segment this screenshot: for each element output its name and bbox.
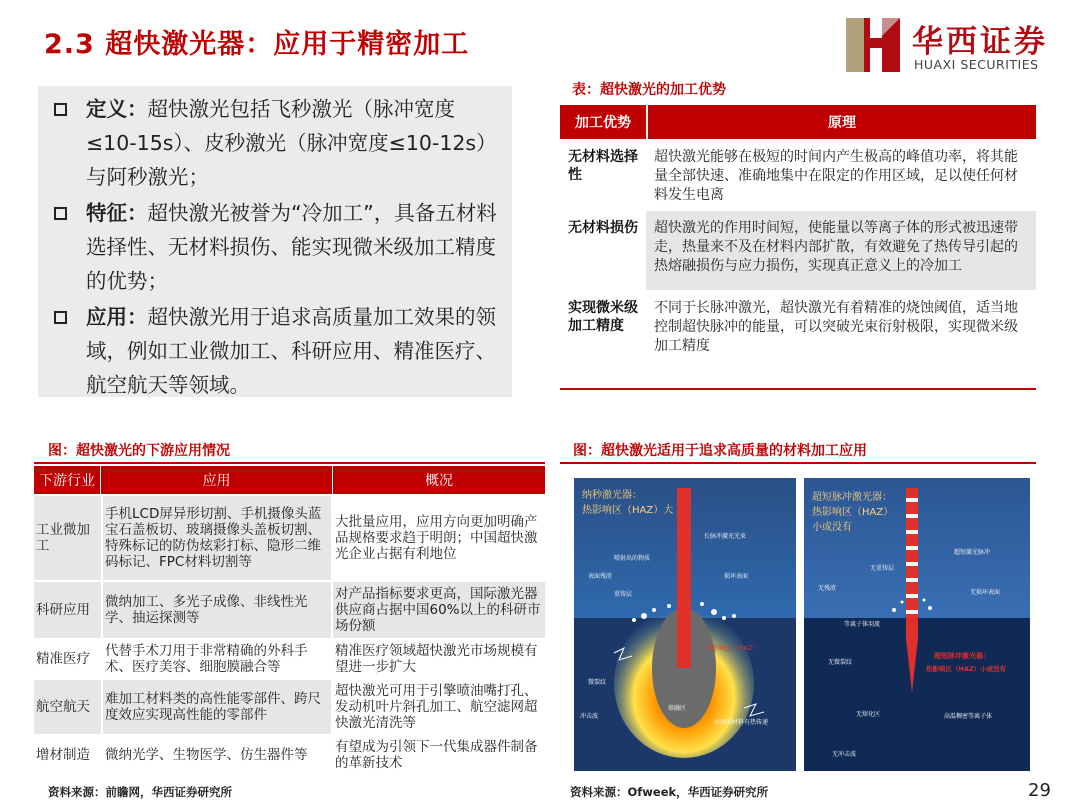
overview-cell: 大批量应用，应用方向更加明确产品规格要求趋于明朗；中国超快激光企业占据有利地位 <box>331 496 545 580</box>
overview-cell: 超快激光可用于引擎喷油嘴打孔、发动机叶片斜孔加工、航空滤网超快激光清洗等 <box>331 680 545 734</box>
advantages-table-header <box>560 105 1036 139</box>
application-text: 超快激光用于追求高质量加工效果的领域，例如工业微加工、科研应用、精准医疗、航空航天等领域。 <box>86 305 496 397</box>
definition-box <box>38 86 512 397</box>
downstream-table <box>34 466 545 774</box>
principle-cell: 超快激光能够在极短的时间内产生极高的峰值功率，将其能量全部快速、准确地集中在限定的作用区域，足以使任何材料发生电离 <box>654 149 1018 203</box>
left-label: 熔融区 <box>668 705 687 712</box>
left-label: 长脉冲激光光束 <box>704 533 747 540</box>
definition-text: 超快激光包括飞秒激光（脉冲宽度≤10-15s）、皮秒激光（脉冲宽度≤10-12s）与阿秒激光； <box>86 97 497 189</box>
application-cell: 手机LCD屏异形切割、手机摄像头蓝宝石盖板切、玻璃摄像头盖板切割、特殊标记的防伪炫彩打标、隐形二维码标记、FPC材料切割等 <box>101 496 331 580</box>
left-label: 热影响区（HAZ） <box>706 644 759 652</box>
header-industry: 下游行业 <box>34 466 101 494</box>
overview-cell: 有望成为引领下一代集成器件制备的革新技术 <box>331 736 545 774</box>
right-label: 高温稠密等离子体 <box>944 713 993 720</box>
downstream-table-header <box>34 466 545 494</box>
right-panel-title-3: 小或没有 <box>812 522 852 533</box>
downstream-table-caption: 图：超快激光的下游应用情况 <box>48 443 230 459</box>
table-row <box>34 678 545 734</box>
huaxi-logo <box>842 14 1062 76</box>
right-label: 无微裂纹 <box>828 659 853 666</box>
advantage-cell: 无材料损伤 <box>560 211 646 290</box>
table-row <box>34 638 545 678</box>
right-label: 无熔化区 <box>856 711 881 718</box>
right-panel-title-1: 超短脉冲激光器： <box>812 492 892 503</box>
table-row <box>34 734 545 774</box>
advantage-cell: 无材料选择性 <box>560 140 646 210</box>
principle-cell: 超快激光的作用时间短，使能量以等离子体的形式被迅速带走，热量来不及在材料内部扩散，有效避免了热传导引起的热熔融损伤与应力损伤，实现真正意义上的冷加工 <box>646 211 1036 290</box>
left-label: 表面残渣 <box>588 573 613 580</box>
feature-label: 特征： <box>86 201 148 225</box>
logo-name-en: HUAXI SECURITIES <box>914 57 1039 72</box>
left-label: 喷射出的物质 <box>614 555 651 562</box>
downstream-source: 资料来源：前瞻网，华西证券研究所 <box>48 785 232 799</box>
left-label: 对周围材料有热传递 <box>714 719 769 726</box>
right-badge-2: 热影响区（HAZ）小或没有 <box>926 665 1007 673</box>
right-label: 无残渣 <box>818 585 837 592</box>
right-badge-1: 超短脉冲激光器： <box>934 652 990 660</box>
header-application: 应用 <box>101 466 333 494</box>
left-label: 微裂纹 <box>588 679 607 686</box>
advantages-table-caption: 表：超快激光的加工优势 <box>572 82 726 98</box>
overview-cell: 精准医疗领域超快激光市场规模有望进一步扩大 <box>331 640 545 678</box>
bullet-square-icon <box>54 207 67 220</box>
table-row <box>34 494 545 580</box>
application-label: 应用： <box>86 305 148 329</box>
table-row <box>560 139 1036 210</box>
right-label: 等离子体羽流 <box>844 621 881 628</box>
application-item <box>50 300 500 402</box>
application-cell: 代替手术刀用于非常精确的外科手术、医疗美容、细胞膜融合等 <box>101 640 331 678</box>
feature-item <box>50 196 500 298</box>
feature-text: 超快激光被誉为“冷加工”，具备五材料选择性、无材料损伤、能实现微米级加工精度的优势； <box>86 201 497 293</box>
page-title: 2.3 超快激光器：应用于精密加工 <box>44 29 470 60</box>
application-cell: 微纳光学、生物医学、仿生器件等 <box>101 736 331 774</box>
laser-comparison-diagram <box>574 478 1030 771</box>
left-label: 冲击波 <box>580 713 599 720</box>
overview-cell: 对产品指标要求更高，国际激光器供应商占据中国60%以上的科研市场份额 <box>331 582 545 638</box>
definition-label: 定义： <box>86 97 148 121</box>
illustration-source: 资料来源：Ofweek，华西证券研究所 <box>570 785 769 799</box>
caption-rule <box>560 462 1036 464</box>
advantages-table <box>560 105 1036 366</box>
industry-cell: 科研应用 <box>34 582 101 638</box>
right-label: 无冲击波 <box>832 751 857 758</box>
advantage-cell: 实现微米级加工精度 <box>560 291 646 366</box>
left-label: 损坏表面 <box>724 573 749 580</box>
definition-item <box>50 92 500 194</box>
right-label: 超短激光脉冲 <box>954 549 991 556</box>
left-panel-title-2: 热影响区（HAZ）大 <box>582 505 674 516</box>
principle-cell: 不同于长脉冲激光，超快激光有着精准的烧蚀阈值，适当地控制超快脉冲的能量，可以突破光束衍射极限，实现微米级加工精度 <box>654 300 1018 354</box>
table-bottom-rule <box>560 388 1036 390</box>
bullet-square-icon <box>54 311 67 324</box>
table-row <box>560 210 1036 290</box>
industry-cell: 航空航天 <box>34 680 101 734</box>
right-label: 无损坏表面 <box>970 589 1001 596</box>
bullet-square-icon <box>54 103 67 116</box>
right-panel-title-2: 热影响区（HAZ） <box>812 507 894 518</box>
illustration-caption: 图：超快激光适用于追求高质量的材料加工应用 <box>573 443 867 459</box>
huaxi-logo-icon <box>842 14 904 74</box>
header-advantage: 加工优势 <box>560 105 646 139</box>
caption-rule <box>34 462 545 464</box>
table-row <box>560 290 1036 366</box>
left-label: 重铸层 <box>614 591 633 598</box>
header-overview: 概况 <box>333 466 545 494</box>
laser-comparison-illustration <box>574 478 1030 771</box>
page-number: 29 <box>1028 780 1051 801</box>
application-cell: 难加工材料类的高性能零部件、跨尺度效应实现高性能的零部件 <box>101 680 331 734</box>
header-principle: 原理 <box>646 105 1036 139</box>
industry-cell: 工业微加工 <box>34 496 101 580</box>
logo-name-cn: 华西证券 <box>912 24 1048 60</box>
application-cell: 微纳加工、多光子成像、非线性光学、抽运探测等 <box>101 582 331 638</box>
right-label: 无重铸层 <box>870 565 895 572</box>
industry-cell: 增材制造 <box>36 747 90 763</box>
left-panel-title-1: 纳秒激光器： <box>582 490 642 501</box>
table-row <box>34 580 545 638</box>
industry-cell: 精准医疗 <box>36 651 90 667</box>
